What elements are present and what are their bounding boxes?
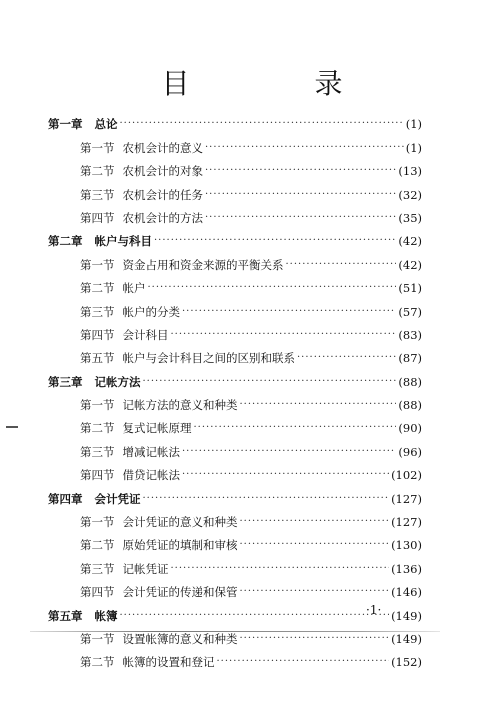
entry-page: (136) xyxy=(391,561,422,576)
leader-dots xyxy=(217,655,390,669)
leader-dots xyxy=(194,421,397,435)
entry-number: 第二节 xyxy=(80,164,115,179)
toc-entry xyxy=(48,131,422,154)
entry-title: 帐簿 xyxy=(94,608,118,623)
entry-page: (42) xyxy=(398,257,422,272)
entry-number: 第四章 xyxy=(48,491,83,506)
toc-entry xyxy=(48,248,422,271)
entry-number: 第四节 xyxy=(80,585,115,600)
entry-title: 农机会计的任务 xyxy=(122,187,203,202)
toc-entry xyxy=(48,108,422,131)
entry-page: (1) xyxy=(405,140,422,155)
entry-title: 总论 xyxy=(94,117,118,132)
entry-page: (130) xyxy=(391,538,422,553)
entry-title: 帐户 xyxy=(122,281,146,296)
leader-dots xyxy=(205,141,404,155)
leader-dots xyxy=(182,445,396,459)
entry-page: (149) xyxy=(391,631,422,646)
entry-page: (88) xyxy=(398,398,422,413)
entry-title: 帐簿的设置和登记 xyxy=(122,655,215,670)
toc-entry xyxy=(48,646,422,669)
leader-dots xyxy=(205,188,396,202)
leader-dots xyxy=(143,492,390,506)
entry-page: (57) xyxy=(398,304,422,319)
entry-title: 帐户的分类 xyxy=(122,304,180,319)
entry-page: (146) xyxy=(391,585,422,600)
entry-page: (127) xyxy=(391,515,422,530)
toc-entry xyxy=(48,272,422,295)
entry-page: (42) xyxy=(398,234,422,249)
entry-page: (152) xyxy=(391,655,422,670)
page-number: ·1· xyxy=(366,603,382,617)
page-title: 目 录 xyxy=(161,67,401,100)
toc-entry xyxy=(48,506,422,529)
leader-dots xyxy=(240,398,397,412)
entry-number: 第五章 xyxy=(48,608,83,623)
leader-dots xyxy=(205,164,396,178)
entry-title: 帐户与科目 xyxy=(94,234,152,249)
entry-number: 第三节 xyxy=(80,187,115,202)
entry-title: 会计凭证的意义和种类 xyxy=(122,515,238,530)
leader-dots xyxy=(240,515,390,529)
entry-page: (1) xyxy=(405,117,422,132)
leader-dots xyxy=(143,375,397,389)
toc-entry xyxy=(48,552,422,575)
entry-number: 第二章 xyxy=(48,234,83,249)
leader-dots xyxy=(120,117,404,131)
entry-page: (149) xyxy=(391,608,422,623)
entry-page: (96) xyxy=(398,444,422,459)
entry-number: 第四节 xyxy=(80,210,115,225)
leader-dots xyxy=(297,351,396,365)
entry-page: (35) xyxy=(398,210,422,225)
toc-entry xyxy=(48,435,422,458)
toc-entry xyxy=(48,623,422,646)
toc-entry xyxy=(48,342,422,365)
entry-page: (90) xyxy=(398,421,422,436)
entry-page: (13) xyxy=(398,164,422,179)
leader-dots xyxy=(154,234,396,248)
entry-number: 第四节 xyxy=(80,468,115,483)
leader-dots xyxy=(148,281,397,295)
entry-title: 记帐方法 xyxy=(94,374,141,389)
entry-number: 第三节 xyxy=(80,561,115,576)
entry-title: 帐户与会计科目之间的区别和联系 xyxy=(122,351,295,366)
leader-dots xyxy=(120,609,390,623)
entry-page: (83) xyxy=(398,327,422,342)
entry-title: 农机会计的方法 xyxy=(122,210,203,225)
entry-title: 会计凭证 xyxy=(94,491,141,506)
leader-dots xyxy=(240,585,390,599)
entry-page: (87) xyxy=(398,351,422,366)
entry-number: 第二节 xyxy=(80,538,115,553)
leader-dots xyxy=(240,538,390,552)
entry-number: 第一节 xyxy=(80,257,115,272)
entry-title: 记帐方法的意义和种类 xyxy=(122,398,238,413)
entry-page: (127) xyxy=(391,491,422,506)
entry-number: 第三节 xyxy=(80,304,115,319)
toc-entry xyxy=(48,459,422,482)
entry-page: (102) xyxy=(391,468,422,483)
leader-dots xyxy=(240,632,390,646)
entry-title: 原始凭证的填制和审核 xyxy=(122,538,238,553)
entry-number: 第三节 xyxy=(80,444,115,459)
leader-dots xyxy=(205,211,396,225)
entry-number: 第一节 xyxy=(80,398,115,413)
entry-number: 第一节 xyxy=(80,515,115,530)
entry-title: 借贷记帐法 xyxy=(122,468,180,483)
toc-entry xyxy=(48,389,422,412)
leader-dots xyxy=(182,468,389,482)
toc-entry xyxy=(48,529,422,552)
entry-number: 第二节 xyxy=(80,655,115,670)
entry-page: (88) xyxy=(398,374,422,389)
toc-entry xyxy=(48,225,422,248)
footer-rule xyxy=(30,631,440,632)
leader-dots xyxy=(182,305,396,319)
entry-number: 第四节 xyxy=(80,327,115,342)
toc-entry xyxy=(48,576,422,599)
entry-title: 复式记帐原理 xyxy=(122,421,192,436)
toc-entry xyxy=(48,202,422,225)
toc-entry xyxy=(48,412,422,435)
entry-number: 第三章 xyxy=(48,374,83,389)
toc-entry xyxy=(48,319,422,342)
entry-number: 第五节 xyxy=(80,351,115,366)
leader-dots xyxy=(171,562,390,576)
toc-entry xyxy=(48,155,422,178)
toc-entry xyxy=(48,178,422,201)
entry-number: 第二节 xyxy=(80,421,115,436)
entry-number: 第二节 xyxy=(80,281,115,296)
entry-page: (32) xyxy=(398,187,422,202)
entry-title: 资金占用和资金来源的平衡关系 xyxy=(122,257,284,272)
table-of-contents xyxy=(48,108,422,669)
entry-title: 设置帐簿的意义和种类 xyxy=(122,631,238,646)
entry-number: 第一章 xyxy=(48,117,83,132)
entry-title: 农机会计的意义 xyxy=(122,140,203,155)
leader-dots xyxy=(171,328,397,342)
toc-entry xyxy=(48,482,422,505)
entry-title: 记帐凭证 xyxy=(122,561,169,576)
entry-number: 第一节 xyxy=(80,140,115,155)
entry-title: 农机会计的对象 xyxy=(122,164,203,179)
entry-page: (51) xyxy=(398,281,422,296)
entry-title: 会计凭证的传递和保管 xyxy=(122,585,238,600)
leader-dots xyxy=(286,258,397,272)
entry-title: 会计科目 xyxy=(122,327,169,342)
toc-entry xyxy=(48,295,422,318)
scan-mark xyxy=(6,426,18,428)
entry-title: 增减记帐法 xyxy=(122,444,180,459)
toc-entry xyxy=(48,365,422,388)
entry-number: 第一节 xyxy=(80,631,115,646)
